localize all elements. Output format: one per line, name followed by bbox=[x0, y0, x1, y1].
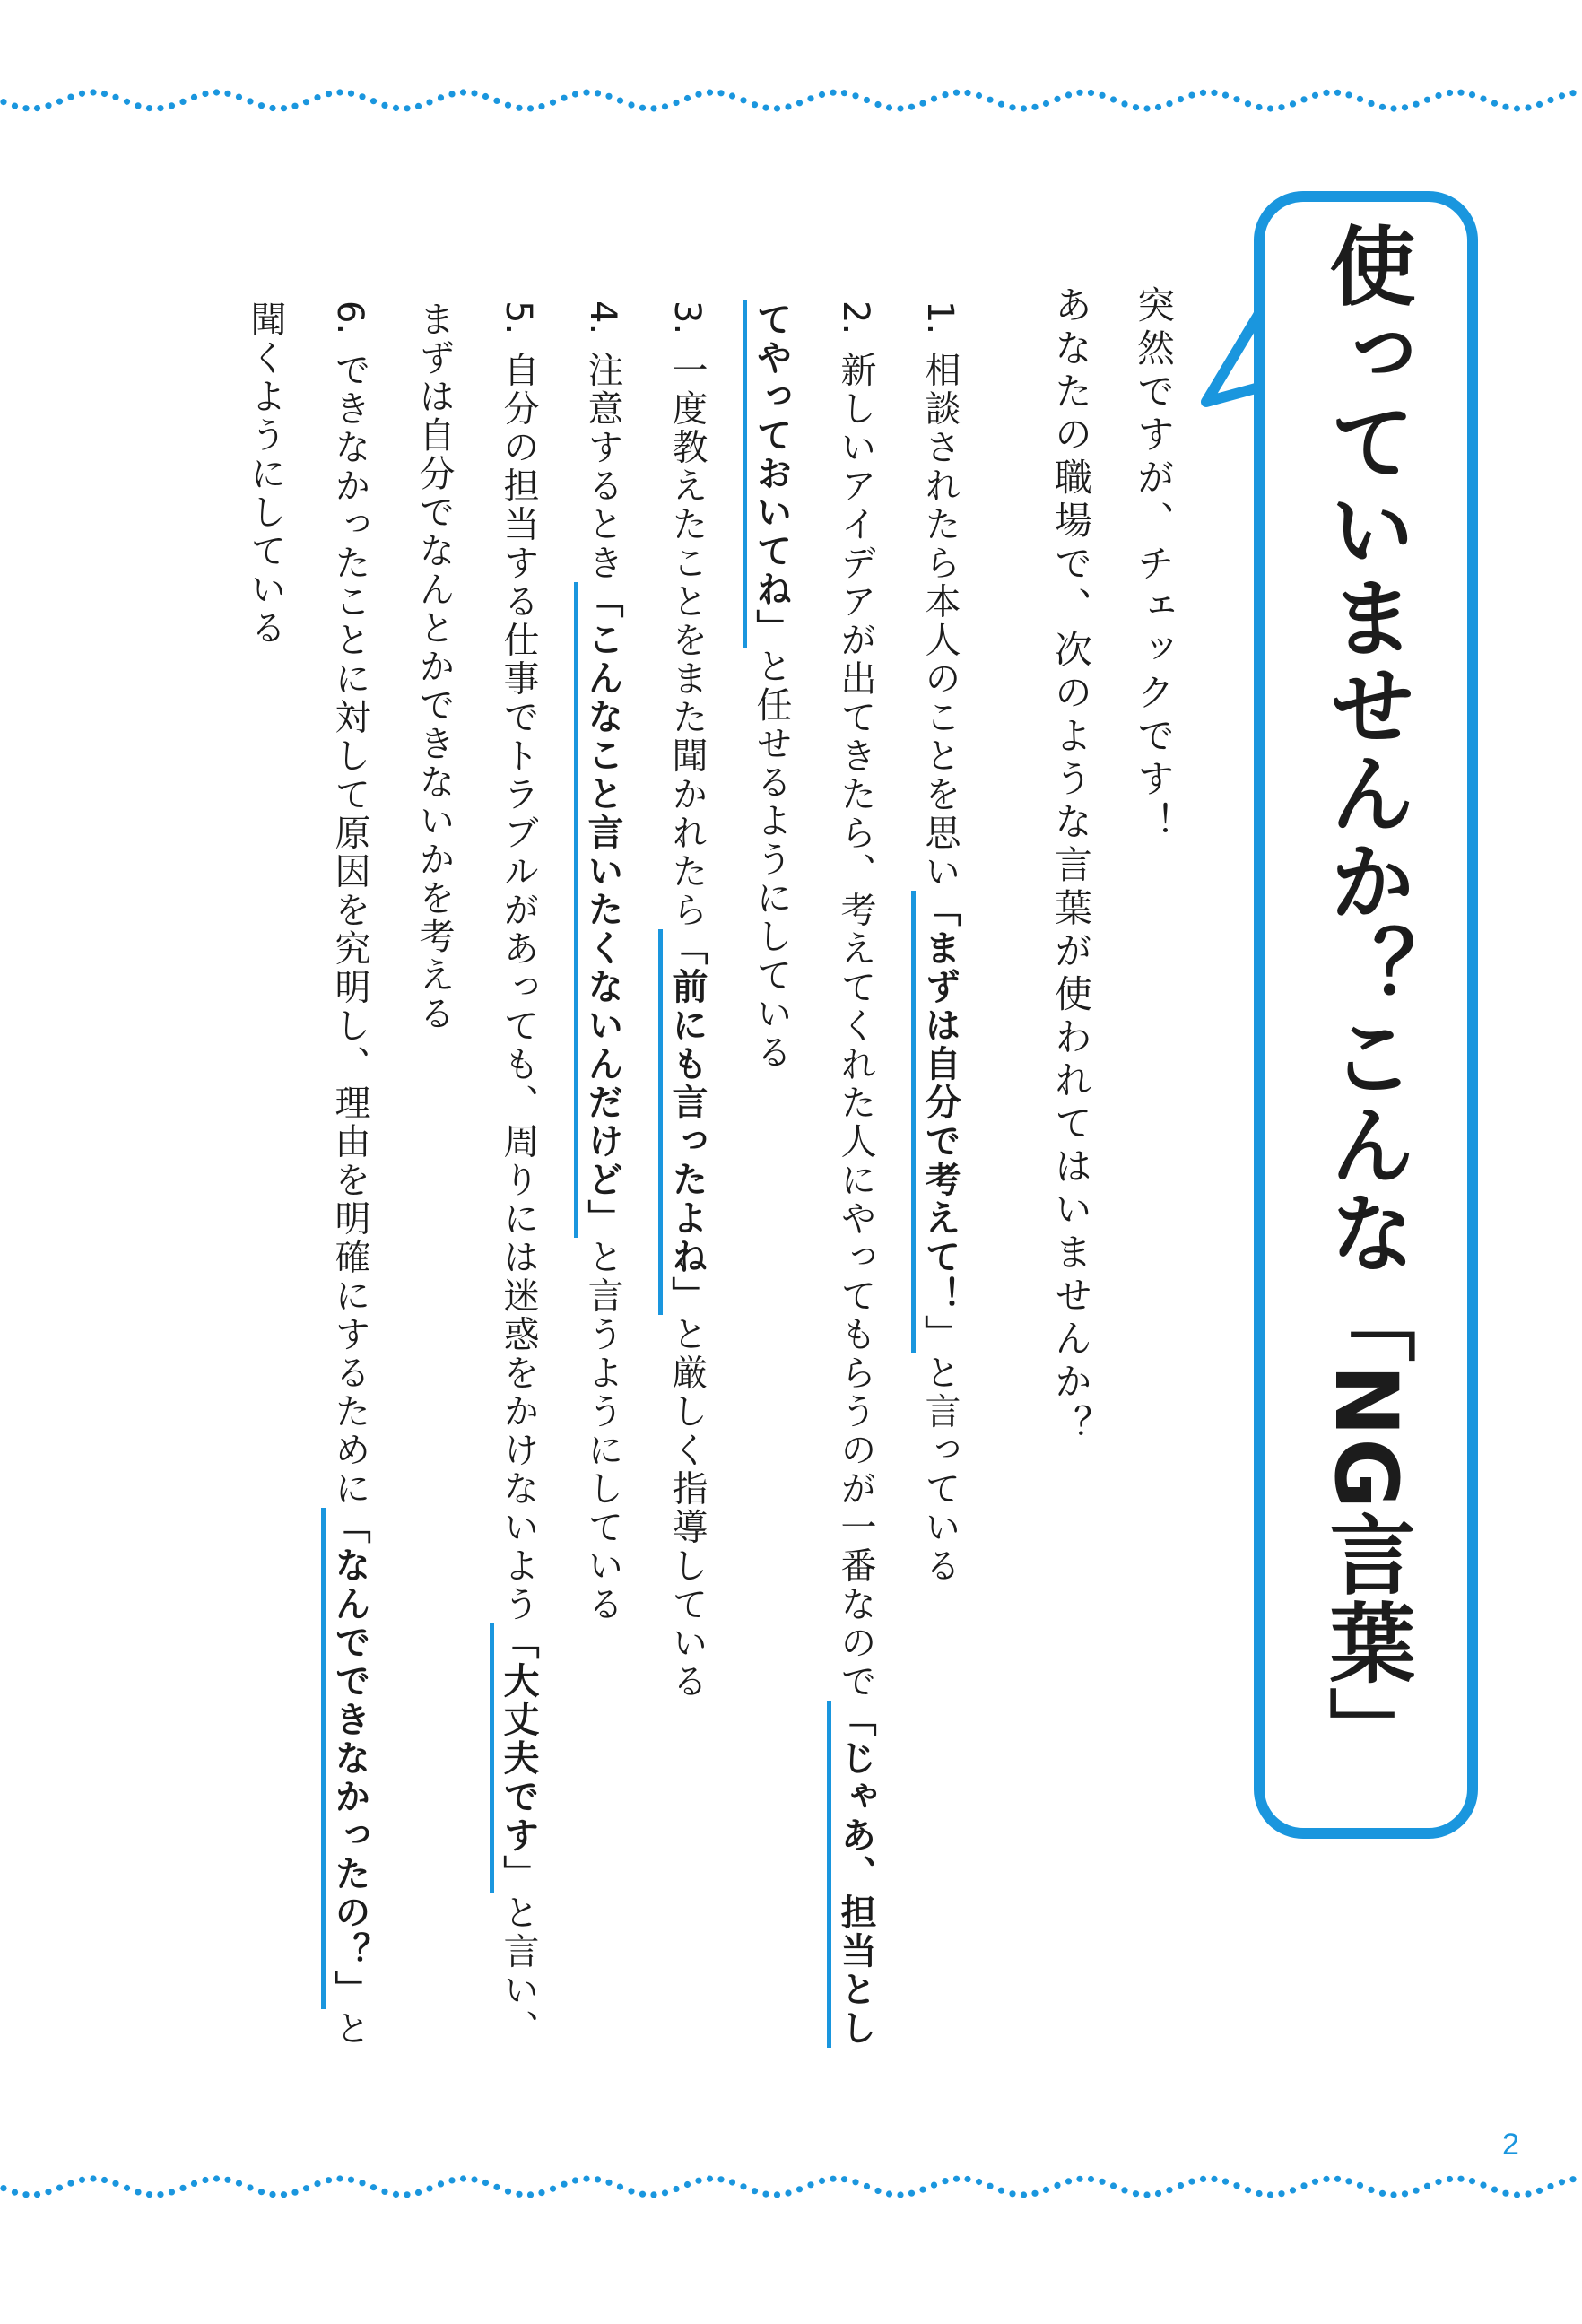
top-dotted-wave-border bbox=[0, 87, 1582, 114]
title-speech-bubble bbox=[1254, 191, 1478, 1839]
checklist-item-1 bbox=[898, 300, 982, 2059]
item-text-before: 新しいアイデアが出てきたら、考えてくれた人にやってもらうのが一番なので bbox=[835, 351, 876, 1702]
item-text-after: と聞くようにしている bbox=[245, 300, 370, 2049]
intro-line-1: 突然ですが、チェックです！ bbox=[1132, 285, 1176, 845]
ng-phrase: 「こんなこと言いたくないんだけど」 bbox=[574, 582, 623, 1238]
bottom-dotted-wave-border bbox=[0, 2173, 1582, 2200]
item-text-after: と言っている bbox=[919, 1353, 960, 1586]
item-text-before: 一度教えたことをまた聞かれたら bbox=[666, 351, 708, 930]
item-number: 2. bbox=[835, 300, 876, 335]
checklist bbox=[202, 300, 982, 2059]
item-text-after: と厳しく指導している bbox=[666, 1315, 708, 1702]
intro-text bbox=[1030, 285, 1195, 1451]
item-number: 5. bbox=[498, 300, 539, 335]
item-text-before: できなかったことに対して原因を究明し、理由を明確にするために bbox=[329, 351, 370, 1509]
ng-phrase: 「なんでできなかったの？」 bbox=[321, 1508, 370, 2009]
page-title: 使っていませんか？こんな「NG言葉」 bbox=[1316, 222, 1416, 1775]
checklist-item-2 bbox=[729, 300, 898, 2059]
ng-phrase: 「じゃあ、担当としてやっておいてね」 bbox=[743, 300, 876, 2048]
item-text-after: と言うようにしている bbox=[582, 1238, 623, 1624]
checklist-item-6 bbox=[223, 300, 392, 2059]
checklist-item-3 bbox=[645, 300, 729, 2059]
item-text-before: 注意するとき bbox=[582, 351, 623, 583]
ng-phrase: 「前にも言ったよね」 bbox=[658, 929, 708, 1315]
page-number: 2 bbox=[1502, 2128, 1519, 2162]
item-text-after: と任せるようにしている bbox=[751, 648, 792, 1072]
item-text-before: 自分の担当する仕事でトラブルがあっても、周りには迷惑をかけないよう bbox=[498, 351, 539, 1624]
ng-phrase: 「大丈夫です」 bbox=[490, 1623, 539, 1893]
item-text-before: 相談されたら本人のことを思い bbox=[919, 351, 960, 892]
ng-phrase: 「まずは自分で考えて！」 bbox=[911, 891, 960, 1353]
intro-line-2: あなたの職場で、次のような言葉が使われてはいませんか？ bbox=[1049, 285, 1093, 1448]
checklist-item-4 bbox=[561, 300, 645, 2059]
checklist-item-5 bbox=[392, 300, 561, 2059]
item-text-after: と言い、まずは自分でなんとかできないかを考える bbox=[413, 300, 539, 2049]
item-number: 4. bbox=[582, 300, 623, 335]
item-number: 3. bbox=[666, 300, 708, 335]
item-number: 1. bbox=[919, 300, 960, 335]
item-number: 6. bbox=[329, 300, 370, 335]
